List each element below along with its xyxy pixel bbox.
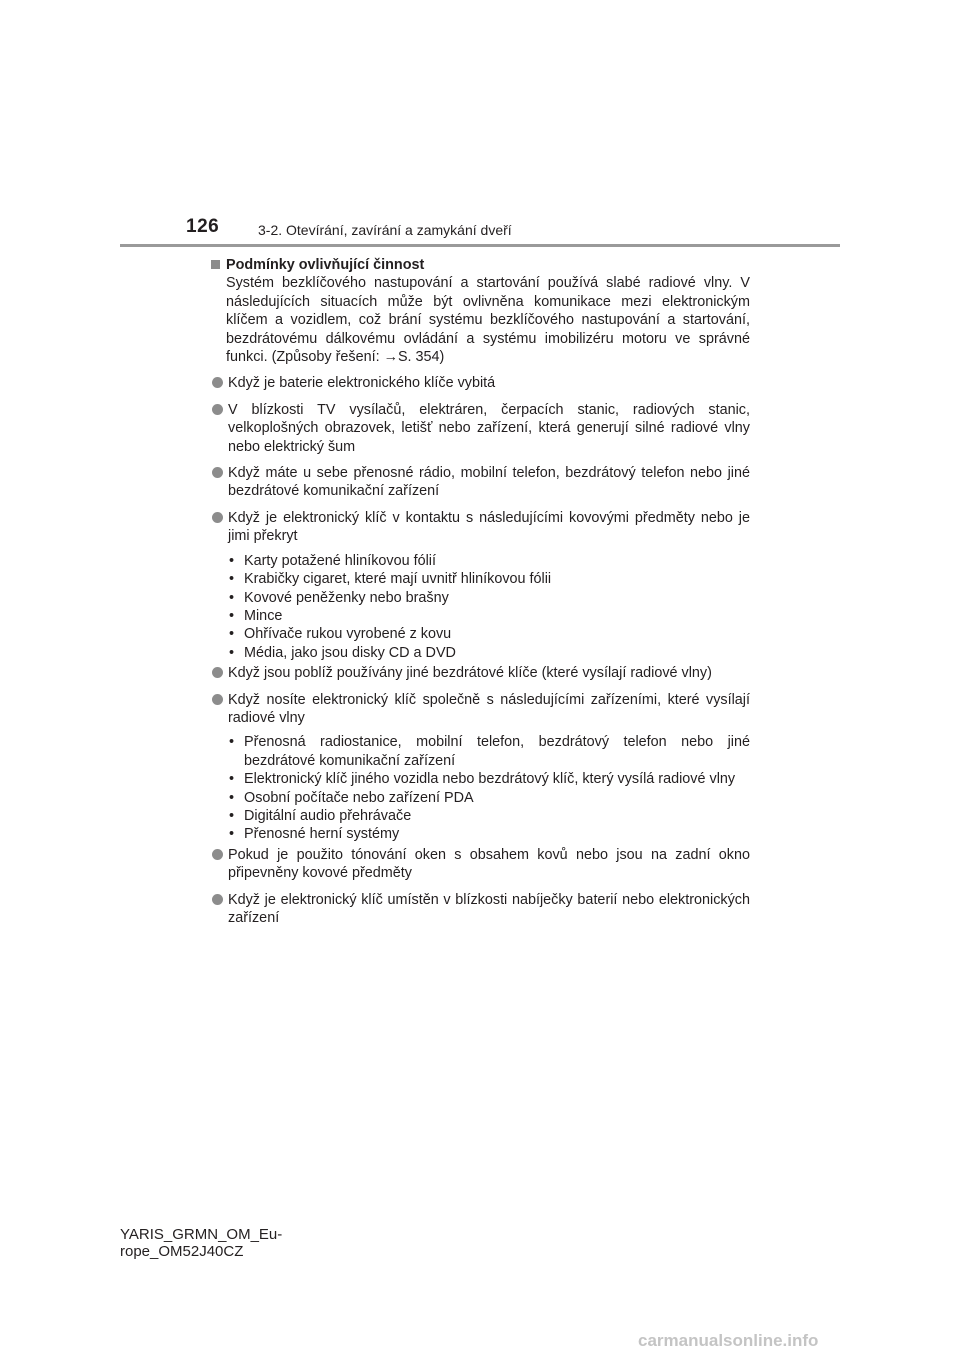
list-item (210, 691, 750, 728)
footer-line: YARIS_GRMN_OM_Eu- (120, 1226, 283, 1243)
sublist-item: • Přenosné herní systémy (229, 826, 400, 843)
sublist-item: • Přenosná radiostanice, mobilní telefon, bezdrátový telefon nebo jiné bezdrátové komunikační zařízení (229, 734, 750, 769)
sublist-item: • Karty potažené hliníkovou fólií (229, 552, 436, 569)
list-item (210, 664, 750, 682)
sublist-item: • Krabičky cigaret, které mají uvnitř hliníkovou fólii (229, 571, 552, 588)
list-item-text: V blízkosti TV vysílačů, elektráren, čerpacích stanic, radiových stanic, velkoplošných obrazovek, letišť nebo zařízení, která generují silné radiové vlny nebo elektrický šum (228, 401, 750, 455)
page-content (210, 256, 750, 927)
circle-bullet-icon (212, 694, 223, 705)
section-heading-text: Podmínky ovlivňující činnost (226, 257, 425, 273)
page-number: 126 (186, 216, 220, 237)
list-item-text: Když máte u sebe přenosné rádio, mobilní telefon, bezdrátový telefon nebo jiné bezdrátové komunikační zařízení (228, 465, 750, 500)
sublist-item: • Média, jako jsou disky CD a DVD (229, 644, 456, 661)
circle-bullet-icon (212, 404, 223, 415)
sublist-item: • Osobní počítače nebo zařízení PDA (229, 789, 474, 806)
list-item-text: Když je baterie elektronického klíče vybitá (228, 375, 496, 392)
header-rule (120, 244, 840, 247)
watermark: carmanualsonline.info (638, 1331, 819, 1350)
chapter-title: 3-2. Otevírání, zavírání a zamykání dveří (258, 222, 512, 238)
list-item-text: Když jsou poblíž používány jiné bezdrátové klíče (které vysílají radiové vlny) (228, 665, 712, 682)
sublist-item: • Ohřívače rukou vyrobené z kovu (229, 626, 452, 643)
circle-bullet-icon (212, 377, 223, 388)
document-footer (120, 1226, 282, 1260)
footer-line: rope_OM52J40CZ (120, 1243, 244, 1260)
list-item-text: Když je elektronický klíč umístěn v blízkosti nabíječky baterií nebo elektronických zařízení (228, 891, 750, 926)
list-item (210, 846, 750, 883)
section-heading (210, 256, 750, 274)
list-item-text: Když nosíte elektronický klíč společně s následujícími zařízeními, které vysílají radiové vlny (228, 691, 750, 726)
list-item (210, 891, 750, 928)
sublist-item: • Elektronický klíč jiného vozidla nebo bezdrátový klíč, který vysílá radiové vlny (229, 771, 736, 788)
list-item (210, 401, 750, 456)
sublist-item: • Kovové peněženky nebo brašny (229, 589, 449, 606)
section-intro: Systém bezklíčového nastupování a startování používá slabé radiové vlny. V následujících situacích může být ovlivněna komunikace mezi elektronickým klíčem a vozidlem, což brání systému bezklíčového nastupování a startování, bezdrátovému dálkovému ovládání a systému imobilizéru motoru ve správné funkci. (Způsoby řešení: →S. 354) (226, 275, 750, 366)
circle-bullet-icon (212, 849, 223, 860)
list-item-text: Pokud je použito tónování oken s obsahem kovů nebo jsou na zadní okno připevněny kovové předměty (228, 846, 750, 882)
circle-bullet-icon (212, 667, 223, 678)
metal-objects-sublist (226, 552, 750, 662)
list-item-text: Když je elektronický klíč v kontaktu s následujícími kovovými předměty nebo je jimi překryt (228, 509, 750, 545)
list-item (210, 509, 750, 546)
circle-bullet-icon (212, 894, 223, 905)
circle-bullet-icon (212, 467, 223, 478)
list-item (210, 374, 750, 392)
sublist-item: • Digitální audio přehrávače (229, 807, 412, 824)
circle-bullet-icon (212, 512, 223, 523)
sublist-item: • Mince (229, 607, 283, 624)
square-bullet-icon (211, 260, 220, 269)
radio-devices-sublist (226, 733, 750, 843)
list-item (210, 464, 750, 501)
